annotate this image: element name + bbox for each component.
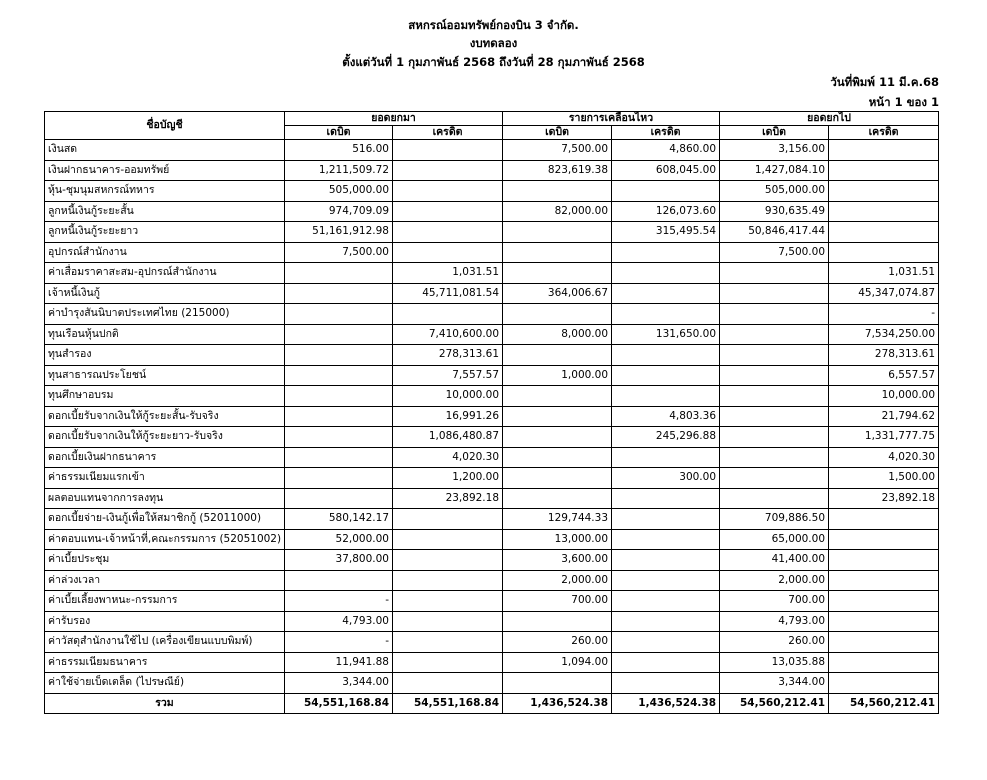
brought-credit-cell	[393, 304, 503, 325]
brought-debit-cell: 516.00	[285, 140, 393, 161]
brought-credit-cell: 7,410,600.00	[393, 324, 503, 345]
brought-debit-cell	[285, 365, 393, 386]
brought-credit-cell: 45,711,081.54	[393, 283, 503, 304]
brought-credit-cell: 278,313.61	[393, 345, 503, 366]
brought-debit-cell	[285, 263, 393, 284]
total-row	[45, 693, 939, 714]
carried-debit-cell	[720, 345, 829, 366]
movement-debit-cell	[503, 263, 612, 284]
movement-debit-cell: 823,619.38	[503, 160, 612, 181]
brought-debit-cell: 4,793.00	[285, 611, 393, 632]
carried-debit-cell	[720, 263, 829, 284]
table-row	[45, 263, 939, 284]
movement-credit-cell	[612, 550, 720, 571]
carried-debit-cell: 1,427,084.10	[720, 160, 829, 181]
movement-credit-cell: 126,073.60	[612, 201, 720, 222]
movement-credit-cell	[612, 283, 720, 304]
account-name: เจ้าหนี้เงินกู้	[45, 283, 285, 304]
brought-debit-cell: 37,800.00	[285, 550, 393, 571]
carried-credit-cell: 1,031.51	[829, 263, 939, 284]
movement-credit-cell	[612, 632, 720, 653]
account-name: ทุนสำรอง	[45, 345, 285, 366]
brought-credit-cell: 7,557.57	[393, 365, 503, 386]
brought-credit-cell: 16,991.26	[393, 406, 503, 427]
carried-credit-cell	[829, 529, 939, 550]
report-period: ตั้งแต่วันที่ 1 กุมภาพันธ์ 2568 ถึงวันที่ 28 กุมภาพันธ์ 2568	[342, 55, 645, 69]
table-row	[45, 304, 939, 325]
account-name: เงินสด	[45, 140, 285, 161]
brought-debit-cell	[285, 570, 393, 591]
brought-credit-cell	[393, 529, 503, 550]
carried-credit-cell: 10,000.00	[829, 386, 939, 407]
movement-credit-cell	[612, 529, 720, 550]
account-name: เงินฝากธนาคาร-ออมทรัพย์	[45, 160, 285, 181]
carried-debit-cell	[720, 427, 829, 448]
carried-debit-cell	[720, 468, 829, 489]
account-name-header: ชื่อบัญชี	[45, 112, 285, 140]
movement-debit-cell	[503, 468, 612, 489]
movement-debit-total: 1,436,524.38	[503, 693, 612, 714]
carried-credit-total: 54,560,212.41	[829, 693, 939, 714]
movement-debit-cell	[503, 242, 612, 263]
movement-credit-cell	[612, 386, 720, 407]
carried-debit-cell	[720, 283, 829, 304]
carried-credit-cell	[829, 611, 939, 632]
table-row	[45, 529, 939, 550]
table-row	[45, 550, 939, 571]
movement-credit-cell: 131,650.00	[612, 324, 720, 345]
brought-debit-cell	[285, 345, 393, 366]
movement-debit-cell	[503, 304, 612, 325]
table-row	[45, 222, 939, 243]
carried-debit-cell: 700.00	[720, 591, 829, 612]
table-row	[45, 160, 939, 181]
carried-credit-cell: 23,892.18	[829, 488, 939, 509]
brought-debit-cell	[285, 468, 393, 489]
movement-credit-cell	[612, 509, 720, 530]
table-row	[45, 324, 939, 345]
account-name: ค่าเสื่อมราคาสะสม-อุปกรณ์สำนักงาน	[45, 263, 285, 284]
brought-credit-cell: 23,892.18	[393, 488, 503, 509]
movement-debit-cell: 700.00	[503, 591, 612, 612]
carried-credit-cell: -	[829, 304, 939, 325]
brought-debit-cell: 974,709.09	[285, 201, 393, 222]
brought-credit-cell: 1,031.51	[393, 263, 503, 284]
table-row	[45, 488, 939, 509]
org-name: สหกรณ์ออมทรัพย์กองบิน 3 จำกัด.	[408, 18, 579, 32]
movement-debit-cell	[503, 488, 612, 509]
carried-credit-cell: 1,500.00	[829, 468, 939, 489]
brought-debit-cell	[285, 324, 393, 345]
brought-debit-cell	[285, 304, 393, 325]
movement-credit-cell	[612, 447, 720, 468]
carried-credit-cell: 6,557.57	[829, 365, 939, 386]
total-label: รวม	[45, 693, 285, 714]
carried-debit-cell: 3,344.00	[720, 673, 829, 694]
brought-credit-cell	[393, 570, 503, 591]
movement-credit-cell	[612, 242, 720, 263]
account-name: ค่าใช้จ่ายเบ็ดเตล็ด (ไปรษณีย์)	[45, 673, 285, 694]
brought-debit-cell	[285, 447, 393, 468]
table-row	[45, 652, 939, 673]
carried-credit-cell: 45,347,074.87	[829, 283, 939, 304]
carried-credit-cell	[829, 570, 939, 591]
movement-debit-cell	[503, 447, 612, 468]
brought-credit-cell	[393, 509, 503, 530]
movement-credit-cell: 4,860.00	[612, 140, 720, 161]
movement-credit-cell	[612, 488, 720, 509]
movement-credit-cell	[612, 365, 720, 386]
table-row	[45, 242, 939, 263]
carried-debit-cell: 709,886.50	[720, 509, 829, 530]
carried-debit-cell	[720, 304, 829, 325]
brought-debit-cell: 505,000.00	[285, 181, 393, 202]
account-name: ดอกเบี้ยรับจากเงินให้กู้ระยะยาว-รับจริง	[45, 427, 285, 448]
movement-debit-cell: 82,000.00	[503, 201, 612, 222]
trial-balance-table	[44, 111, 939, 714]
table-row	[45, 181, 939, 202]
carried-debit-total: 54,560,212.41	[720, 693, 829, 714]
brought-debit-cell: 51,161,912.98	[285, 222, 393, 243]
brought-debit-cell: 3,344.00	[285, 673, 393, 694]
account-name: ดอกเบี้ยจ่าย-เงินกู้เพื่อให้สมาชิกกู้ (52011000)	[45, 509, 285, 530]
account-name: ดอกเบี้ยรับจากเงินให้กู้ระยะสั้น-รับจริง	[45, 406, 285, 427]
carried-debit-cell	[720, 324, 829, 345]
account-name: ทุนสาธารณประโยชน์	[45, 365, 285, 386]
account-name: ทุนเรือนหุ้นปกติ	[45, 324, 285, 345]
carried-credit-cell: 4,020.30	[829, 447, 939, 468]
brought-debit-cell: 1,211,509.72	[285, 160, 393, 181]
report-title: งบทดลอง	[469, 36, 518, 50]
carried-debit-cell: 2,000.00	[720, 570, 829, 591]
movement-credit-cell	[612, 611, 720, 632]
carried-debit-cell	[720, 406, 829, 427]
carried-debit-cell	[720, 365, 829, 386]
movement-credit-cell	[612, 181, 720, 202]
table-row	[45, 509, 939, 530]
movement-debit-cell: 1,000.00	[503, 365, 612, 386]
carried-debit-cell: 13,035.88	[720, 652, 829, 673]
brought-credit-cell	[393, 632, 503, 653]
brought-credit-total: 54,551,168.84	[393, 693, 503, 714]
carried-debit-cell: 7,500.00	[720, 242, 829, 263]
table-row	[45, 632, 939, 653]
movement-credit-cell	[612, 263, 720, 284]
carried-credit-cell: 278,313.61	[829, 345, 939, 366]
table-row	[45, 406, 939, 427]
movement-credit-cell	[612, 570, 720, 591]
brought-debit-cell: 7,500.00	[285, 242, 393, 263]
print-date: วันที่พิมพ์ 11 มี.ค.68	[830, 75, 939, 89]
credit-header: เครดิต	[393, 126, 503, 140]
movement-debit-cell: 13,000.00	[503, 529, 612, 550]
movement-credit-cell: 245,296.88	[612, 427, 720, 448]
account-name: อุปกรณ์สำนักงาน	[45, 242, 285, 263]
brought-credit-cell	[393, 673, 503, 694]
brought-debit-cell: -	[285, 632, 393, 653]
movement-debit-cell	[503, 345, 612, 366]
carried-credit-cell	[829, 509, 939, 530]
account-name: ลูกหนี้เงินกู้ระยะสั้น	[45, 201, 285, 222]
movement-credit-total: 1,436,524.38	[612, 693, 720, 714]
account-name: ค่าวัสดุสำนักงานใช้ไป (เครื่องเขียนแบบพิมพ์)	[45, 632, 285, 653]
carried-forward-header: ยอดยกไป	[720, 112, 939, 126]
brought-credit-cell	[393, 140, 503, 161]
carried-credit-cell	[829, 591, 939, 612]
brought-credit-cell	[393, 591, 503, 612]
brought-debit-cell: 580,142.17	[285, 509, 393, 530]
carried-credit-cell	[829, 222, 939, 243]
carried-credit-cell	[829, 673, 939, 694]
movement-credit-cell	[612, 345, 720, 366]
carried-credit-cell: 7,534,250.00	[829, 324, 939, 345]
brought-credit-cell	[393, 222, 503, 243]
account-name: ค่าบำรุงสันนิบาตประเทศไทย (215000)	[45, 304, 285, 325]
carried-debit-cell: 3,156.00	[720, 140, 829, 161]
account-name: ผลตอบแทนจากการลงทุน	[45, 488, 285, 509]
brought-debit-cell: 11,941.88	[285, 652, 393, 673]
brought-credit-cell: 1,200.00	[393, 468, 503, 489]
account-name: ดอกเบี้ยเงินฝากธนาคาร	[45, 447, 285, 468]
table-row	[45, 140, 939, 161]
carried-credit-cell	[829, 550, 939, 571]
debit-header: เดบิต	[285, 126, 393, 140]
table-row	[45, 201, 939, 222]
brought-debit-cell: -	[285, 591, 393, 612]
movement-debit-cell: 260.00	[503, 632, 612, 653]
carried-credit-cell	[829, 242, 939, 263]
table-row	[45, 283, 939, 304]
table-row	[45, 427, 939, 448]
movement-debit-cell	[503, 673, 612, 694]
table-row	[45, 447, 939, 468]
movement-credit-cell: 4,803.36	[612, 406, 720, 427]
movement-header: รายการเคลื่อนไหว	[503, 112, 720, 126]
carried-debit-cell: 260.00	[720, 632, 829, 653]
carried-debit-cell: 930,635.49	[720, 201, 829, 222]
account-name: ค่าล่วงเวลา	[45, 570, 285, 591]
movement-debit-cell	[503, 406, 612, 427]
account-name: ค่ารับรอง	[45, 611, 285, 632]
movement-credit-cell	[612, 652, 720, 673]
carried-debit-cell: 41,400.00	[720, 550, 829, 571]
carried-credit-cell	[829, 652, 939, 673]
brought-credit-cell	[393, 652, 503, 673]
brought-debit-cell	[285, 406, 393, 427]
table-row	[45, 386, 939, 407]
movement-debit-cell	[503, 611, 612, 632]
carried-credit-cell: 21,794.62	[829, 406, 939, 427]
carried-debit-cell: 65,000.00	[720, 529, 829, 550]
brought-debit-cell	[285, 386, 393, 407]
credit-header: เครดิต	[829, 126, 939, 140]
brought-credit-cell	[393, 181, 503, 202]
table-row	[45, 345, 939, 366]
carried-credit-cell: 1,331,777.75	[829, 427, 939, 448]
brought-debit-cell	[285, 488, 393, 509]
account-name: ค่าเบี้ยประชุม	[45, 550, 285, 571]
brought-credit-cell: 10,000.00	[393, 386, 503, 407]
brought-forward-header: ยอดยกมา	[285, 112, 503, 126]
carried-debit-cell	[720, 488, 829, 509]
account-name: ค่าเบี้ยเลี้ยงพาหนะ-กรรมการ	[45, 591, 285, 612]
debit-header: เดบิต	[503, 126, 612, 140]
carried-credit-cell	[829, 140, 939, 161]
brought-credit-cell: 4,020.30	[393, 447, 503, 468]
movement-credit-cell: 300.00	[612, 468, 720, 489]
movement-debit-cell: 129,744.33	[503, 509, 612, 530]
carried-credit-cell	[829, 181, 939, 202]
movement-debit-cell: 3,600.00	[503, 550, 612, 571]
movement-debit-cell: 364,006.67	[503, 283, 612, 304]
movement-debit-cell	[503, 181, 612, 202]
brought-credit-cell	[393, 160, 503, 181]
page-number: หน้า 1 ของ 1	[868, 95, 939, 109]
account-name: ค่าตอบแทน-เจ้าหน้าที่,คณะกรรมการ (52051002)	[45, 529, 285, 550]
table-row	[45, 673, 939, 694]
carried-debit-cell: 505,000.00	[720, 181, 829, 202]
movement-debit-cell: 8,000.00	[503, 324, 612, 345]
movement-credit-cell: 315,495.54	[612, 222, 720, 243]
movement-debit-cell: 7,500.00	[503, 140, 612, 161]
movement-debit-cell	[503, 386, 612, 407]
carried-debit-cell	[720, 447, 829, 468]
account-name: หุ้น-ชุมนุมสหกรณ์ทหาร	[45, 181, 285, 202]
account-name: ทุนศึกษาอบรม	[45, 386, 285, 407]
movement-credit-cell	[612, 591, 720, 612]
movement-debit-cell: 1,094.00	[503, 652, 612, 673]
brought-credit-cell	[393, 550, 503, 571]
credit-header: เครดิต	[612, 126, 720, 140]
table-row	[45, 611, 939, 632]
debit-header: เดบิต	[720, 126, 829, 140]
table-row	[45, 365, 939, 386]
carried-credit-cell	[829, 632, 939, 653]
movement-debit-cell	[503, 222, 612, 243]
brought-debit-cell: 52,000.00	[285, 529, 393, 550]
brought-credit-cell	[393, 611, 503, 632]
carried-debit-cell: 4,793.00	[720, 611, 829, 632]
brought-debit-cell	[285, 283, 393, 304]
movement-credit-cell	[612, 304, 720, 325]
carried-debit-cell	[720, 386, 829, 407]
table-row	[45, 570, 939, 591]
account-name: ค่าธรรมเนียมธนาคาร	[45, 652, 285, 673]
table-row	[45, 468, 939, 489]
table-row	[45, 591, 939, 612]
brought-credit-cell	[393, 242, 503, 263]
movement-debit-cell	[503, 427, 612, 448]
brought-debit-cell	[285, 427, 393, 448]
carried-credit-cell	[829, 160, 939, 181]
account-name: ลูกหนี้เงินกู้ระยะยาว	[45, 222, 285, 243]
movement-debit-cell: 2,000.00	[503, 570, 612, 591]
account-name: ค่าธรรมเนียมแรกเข้า	[45, 468, 285, 489]
brought-credit-cell: 1,086,480.87	[393, 427, 503, 448]
brought-debit-total: 54,551,168.84	[285, 693, 393, 714]
movement-credit-cell	[612, 673, 720, 694]
brought-credit-cell	[393, 201, 503, 222]
movement-credit-cell: 608,045.00	[612, 160, 720, 181]
carried-debit-cell: 50,846,417.44	[720, 222, 829, 243]
carried-credit-cell	[829, 201, 939, 222]
